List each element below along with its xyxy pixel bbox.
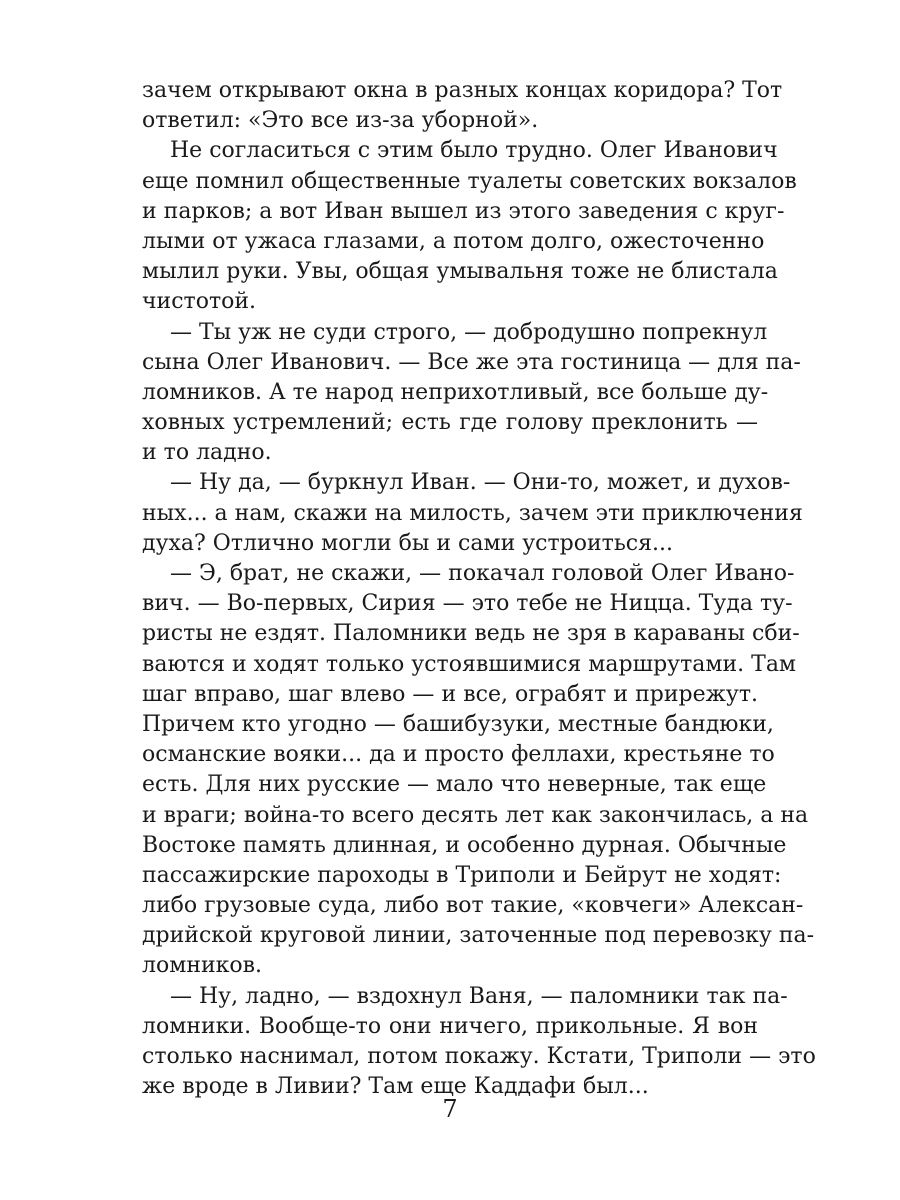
text-line: же вроде в Ливии? Там еще Каддафи был... [142, 1074, 649, 1100]
page-number: 7 [442, 1095, 458, 1123]
text-line: Причем кто угодно — башибузуки, местные бандюки, [142, 711, 774, 737]
text-line: лыми от ужаса глазами, а потом долго, ожесточенно [142, 228, 765, 254]
text-line: ных... а нам, скажи на милость, зачем эти приключения [142, 500, 803, 526]
text-line: чистотой. [142, 289, 257, 315]
text-line: Востоке память длинная, и особенно дурная. Обычные [142, 832, 787, 858]
text-line: либо грузовые суда, либо вот такие, «ковчеги» Алексан- [142, 893, 804, 919]
text-line: ховных устремлений; есть где голову преклонить — [142, 410, 758, 436]
text-line: мылил руки. Увы, общая умывальня тоже не блистала [142, 259, 778, 285]
text-line: шаг вправо, шаг влево — и все, ограбят и прирежут. [142, 681, 758, 707]
text-line: ломников. [142, 953, 263, 979]
text-line: столько наснимал, потом покажу. Кстати, Триполи — это [142, 1044, 816, 1069]
text-line: ломники. Вообще-то они ничего, прикольные. Я вон [142, 1013, 758, 1039]
text-line: и то ладно. [142, 440, 272, 466]
text-line: — Ну да, — буркнул Иван. — Они-то, может, и духов- [170, 470, 791, 496]
text-line: Не согласиться с этим было трудно. Олег Иванович [170, 138, 778, 164]
text-line: ристы не ездят. Паломники ведь не зря в караваны сби- [142, 621, 800, 647]
text-line: вич. — Во-первых, Сирия — это тебе не Ницца. Туда ту- [142, 591, 793, 617]
text-line: еще помнил общественные туалеты советских вокзалов [142, 168, 797, 194]
body-text [142, 76, 816, 1102]
text-line: ваются и ходят только устоявшимися маршрутами. Там [142, 651, 797, 677]
text-line: ответил: «Это все из-за уборной». [142, 108, 539, 134]
text-line: духа? Отлично могли бы и сами устроиться... [142, 530, 673, 556]
text-line: ломников. А те народ неприхотливый, все больше ду- [142, 379, 769, 405]
text-line: дрийской круговой линии, заточенные под перевозку па- [142, 923, 815, 949]
text-line: и парков; а вот Иван вышел из этого заведения с круг- [142, 198, 785, 224]
text-line: сына Олег Иванович. — Все же эта гостиница — для па- [142, 349, 801, 375]
text-line: османские вояки... да и просто феллахи, крестьяне то [142, 742, 775, 768]
text-line: пассажирские пароходы в Триполи и Бейрут не ходят: [142, 862, 782, 888]
text-line: — Э, брат, не скажи, — покачал головой Олег Ивано- [170, 561, 795, 586]
text-line: — Ну, ладно, — вздохнул Ваня, — паломники так па- [170, 983, 788, 1009]
text-line: зачем открывают окна в разных концах коридора? Тот [142, 78, 783, 103]
text-line: есть. Для них русские — мало что неверные, так еще [142, 772, 767, 798]
text-line: и враги; война-то всего десять лет как закончилась, а на [142, 802, 809, 828]
text-line: — Ты уж не суди строго, — добродушно попрекнул [170, 319, 768, 345]
